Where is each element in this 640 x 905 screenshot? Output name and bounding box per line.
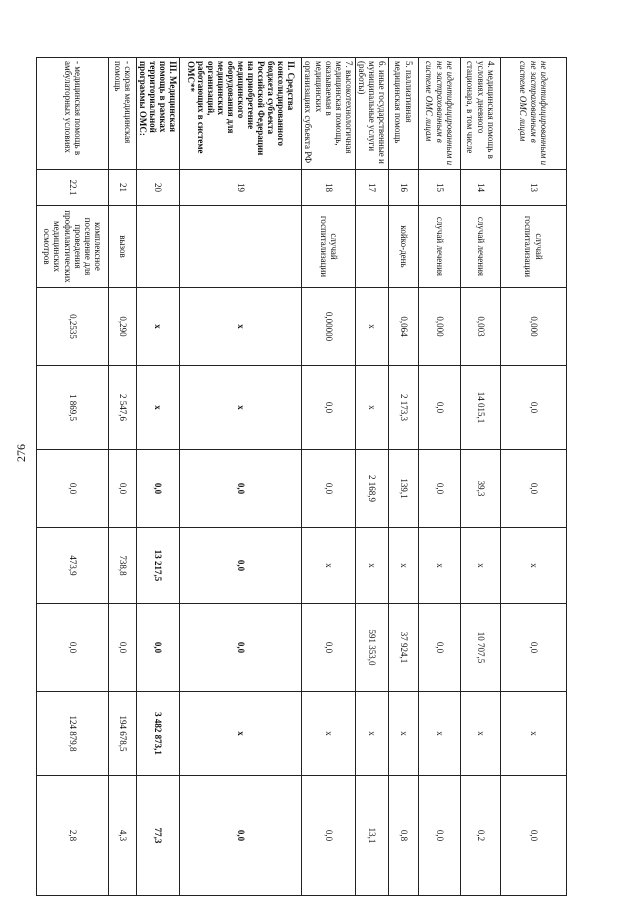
row-value: x: [302, 528, 355, 604]
table-row: [355, 58, 388, 896]
row-value: x: [137, 288, 180, 366]
row-unit: случай госпитализации: [501, 206, 567, 288]
row-value: x: [355, 528, 388, 604]
row-number: 21: [109, 170, 137, 206]
row-value: 0,0: [180, 604, 302, 692]
row-value: 139,1: [389, 450, 419, 528]
table-row: [137, 58, 180, 896]
row-value: 2 168,9: [355, 450, 388, 528]
page-number: 276: [14, 444, 28, 462]
row-value: 39,3: [461, 450, 501, 528]
row-number: 18: [302, 170, 355, 206]
row-name: 4. медицинская помощь в условиях дневного стационара, в том числе: [461, 58, 501, 170]
row-value: 0,0: [302, 450, 355, 528]
row-value: 0,0: [302, 366, 355, 450]
rotated-table-container: [42, 57, 567, 895]
row-value: 0,0: [180, 450, 302, 528]
row-value: 473,9: [37, 528, 109, 604]
row-number: 15: [419, 170, 461, 206]
row-value: 0,0: [302, 776, 355, 896]
row-value: 0,0: [419, 604, 461, 692]
row-unit: [355, 206, 388, 288]
row-value: 13 217,5: [137, 528, 180, 604]
row-value: x: [389, 528, 419, 604]
table-row: [37, 58, 109, 896]
row-value: x: [419, 528, 461, 604]
row-value: 0,000: [501, 288, 567, 366]
row-value: x: [355, 692, 388, 776]
row-value: 591 353,0: [355, 604, 388, 692]
row-value: 14 015,1: [461, 366, 501, 450]
row-value: 13,1: [355, 776, 388, 896]
row-value: 0,0: [501, 776, 567, 896]
row-value: 0,0: [501, 450, 567, 528]
row-value: 0,0: [180, 528, 302, 604]
row-value: x: [501, 528, 567, 604]
row-value: x: [180, 366, 302, 450]
table-row: [461, 58, 501, 896]
row-value: 0,0: [137, 604, 180, 692]
row-value: 3 482 873,1: [137, 692, 180, 776]
row-name: - скорая медицинская помощь: [109, 58, 137, 170]
row-value: x: [180, 288, 302, 366]
row-number: 22.1: [37, 170, 109, 206]
row-value: x: [461, 528, 501, 604]
table-row: [501, 58, 567, 896]
row-number: 20: [137, 170, 180, 206]
row-value: 194 678,5: [109, 692, 137, 776]
row-unit: [180, 206, 302, 288]
row-value: 0,0: [302, 604, 355, 692]
row-value: 0,0: [501, 604, 567, 692]
row-value: 738,8: [109, 528, 137, 604]
row-value: 1 869,5: [37, 366, 109, 450]
row-value: 0,0: [180, 776, 302, 896]
table-row: [180, 58, 302, 896]
row-value: x: [461, 692, 501, 776]
row-value: 0,064: [389, 288, 419, 366]
row-number: 16: [389, 170, 419, 206]
row-name: не идентифицированным и не застрахованным в системе ОМС лицам: [419, 58, 461, 170]
row-unit: случай госпитализации: [302, 206, 355, 288]
row-value: 0,0: [37, 604, 109, 692]
table-row: [109, 58, 137, 896]
row-value: 0,000: [419, 288, 461, 366]
row-unit: случай лечения: [461, 206, 501, 288]
row-unit: вызов: [109, 206, 137, 288]
row-number: 17: [355, 170, 388, 206]
row-value: 0,0: [501, 366, 567, 450]
row-value: 0,003: [461, 288, 501, 366]
row-value: 0,0: [137, 450, 180, 528]
row-value: 0,0: [419, 776, 461, 896]
row-value: 0,2: [461, 776, 501, 896]
table-row: [419, 58, 461, 896]
row-name: не идентифицированным и не застрахованным в системе ОМС лицам: [501, 58, 567, 170]
row-value: x: [180, 692, 302, 776]
row-name: II. Средства консолидированного бюджета субъекта Российской Федерации на приобретение медицинского оборудования для медицинских организаций, работающих в системе ОМС**: [180, 58, 302, 170]
row-number: 13: [501, 170, 567, 206]
table-row: [302, 58, 355, 896]
row-value: 0,0: [37, 450, 109, 528]
row-value: x: [419, 692, 461, 776]
row-value: 2 547,6: [109, 366, 137, 450]
row-value: 0,00000: [302, 288, 355, 366]
table-row: [389, 58, 419, 896]
row-value: 0,290: [109, 288, 137, 366]
row-number: 14: [461, 170, 501, 206]
row-value: 0,2535: [37, 288, 109, 366]
row-value: 0,0: [419, 366, 461, 450]
row-unit: комплексное посещение для проведения профилактических медицинских осмотров: [37, 206, 109, 288]
row-value: 10 707,5: [461, 604, 501, 692]
row-name: 6. иные государственные и муниципальные услуги (работы): [355, 58, 388, 170]
row-value: 2 173,3: [389, 366, 419, 450]
row-value: 37 924,1: [389, 604, 419, 692]
row-value: 0,8: [389, 776, 419, 896]
row-value: 4,3: [109, 776, 137, 896]
row-name: - медицинская помощь в амбулаторных условиях: [37, 58, 109, 170]
row-value: 77,3: [137, 776, 180, 896]
row-number: 19: [180, 170, 302, 206]
row-value: 2,8: [37, 776, 109, 896]
row-value: 0,0: [109, 450, 137, 528]
row-value: 0,0: [109, 604, 137, 692]
financing-table: [36, 57, 567, 896]
row-unit: [137, 206, 180, 288]
row-value: x: [302, 692, 355, 776]
row-value: 124 879,8: [37, 692, 109, 776]
row-name: 5. паллиативная медицинская помощь: [389, 58, 419, 170]
row-name: 7. высокотехнологичная медицинская помощь, оказываемая в медицинских организациях субъекта РФ: [302, 58, 355, 170]
row-unit: случай лечения: [419, 206, 461, 288]
row-value: x: [501, 692, 567, 776]
row-value: x: [389, 692, 419, 776]
row-value: x: [355, 366, 388, 450]
row-unit: койко-день: [389, 206, 419, 288]
row-value: x: [355, 288, 388, 366]
row-value: x: [137, 366, 180, 450]
row-name: III. Медицинская помощь в рамках территориальной программы ОМС:: [137, 58, 180, 170]
row-value: 0,0: [419, 450, 461, 528]
